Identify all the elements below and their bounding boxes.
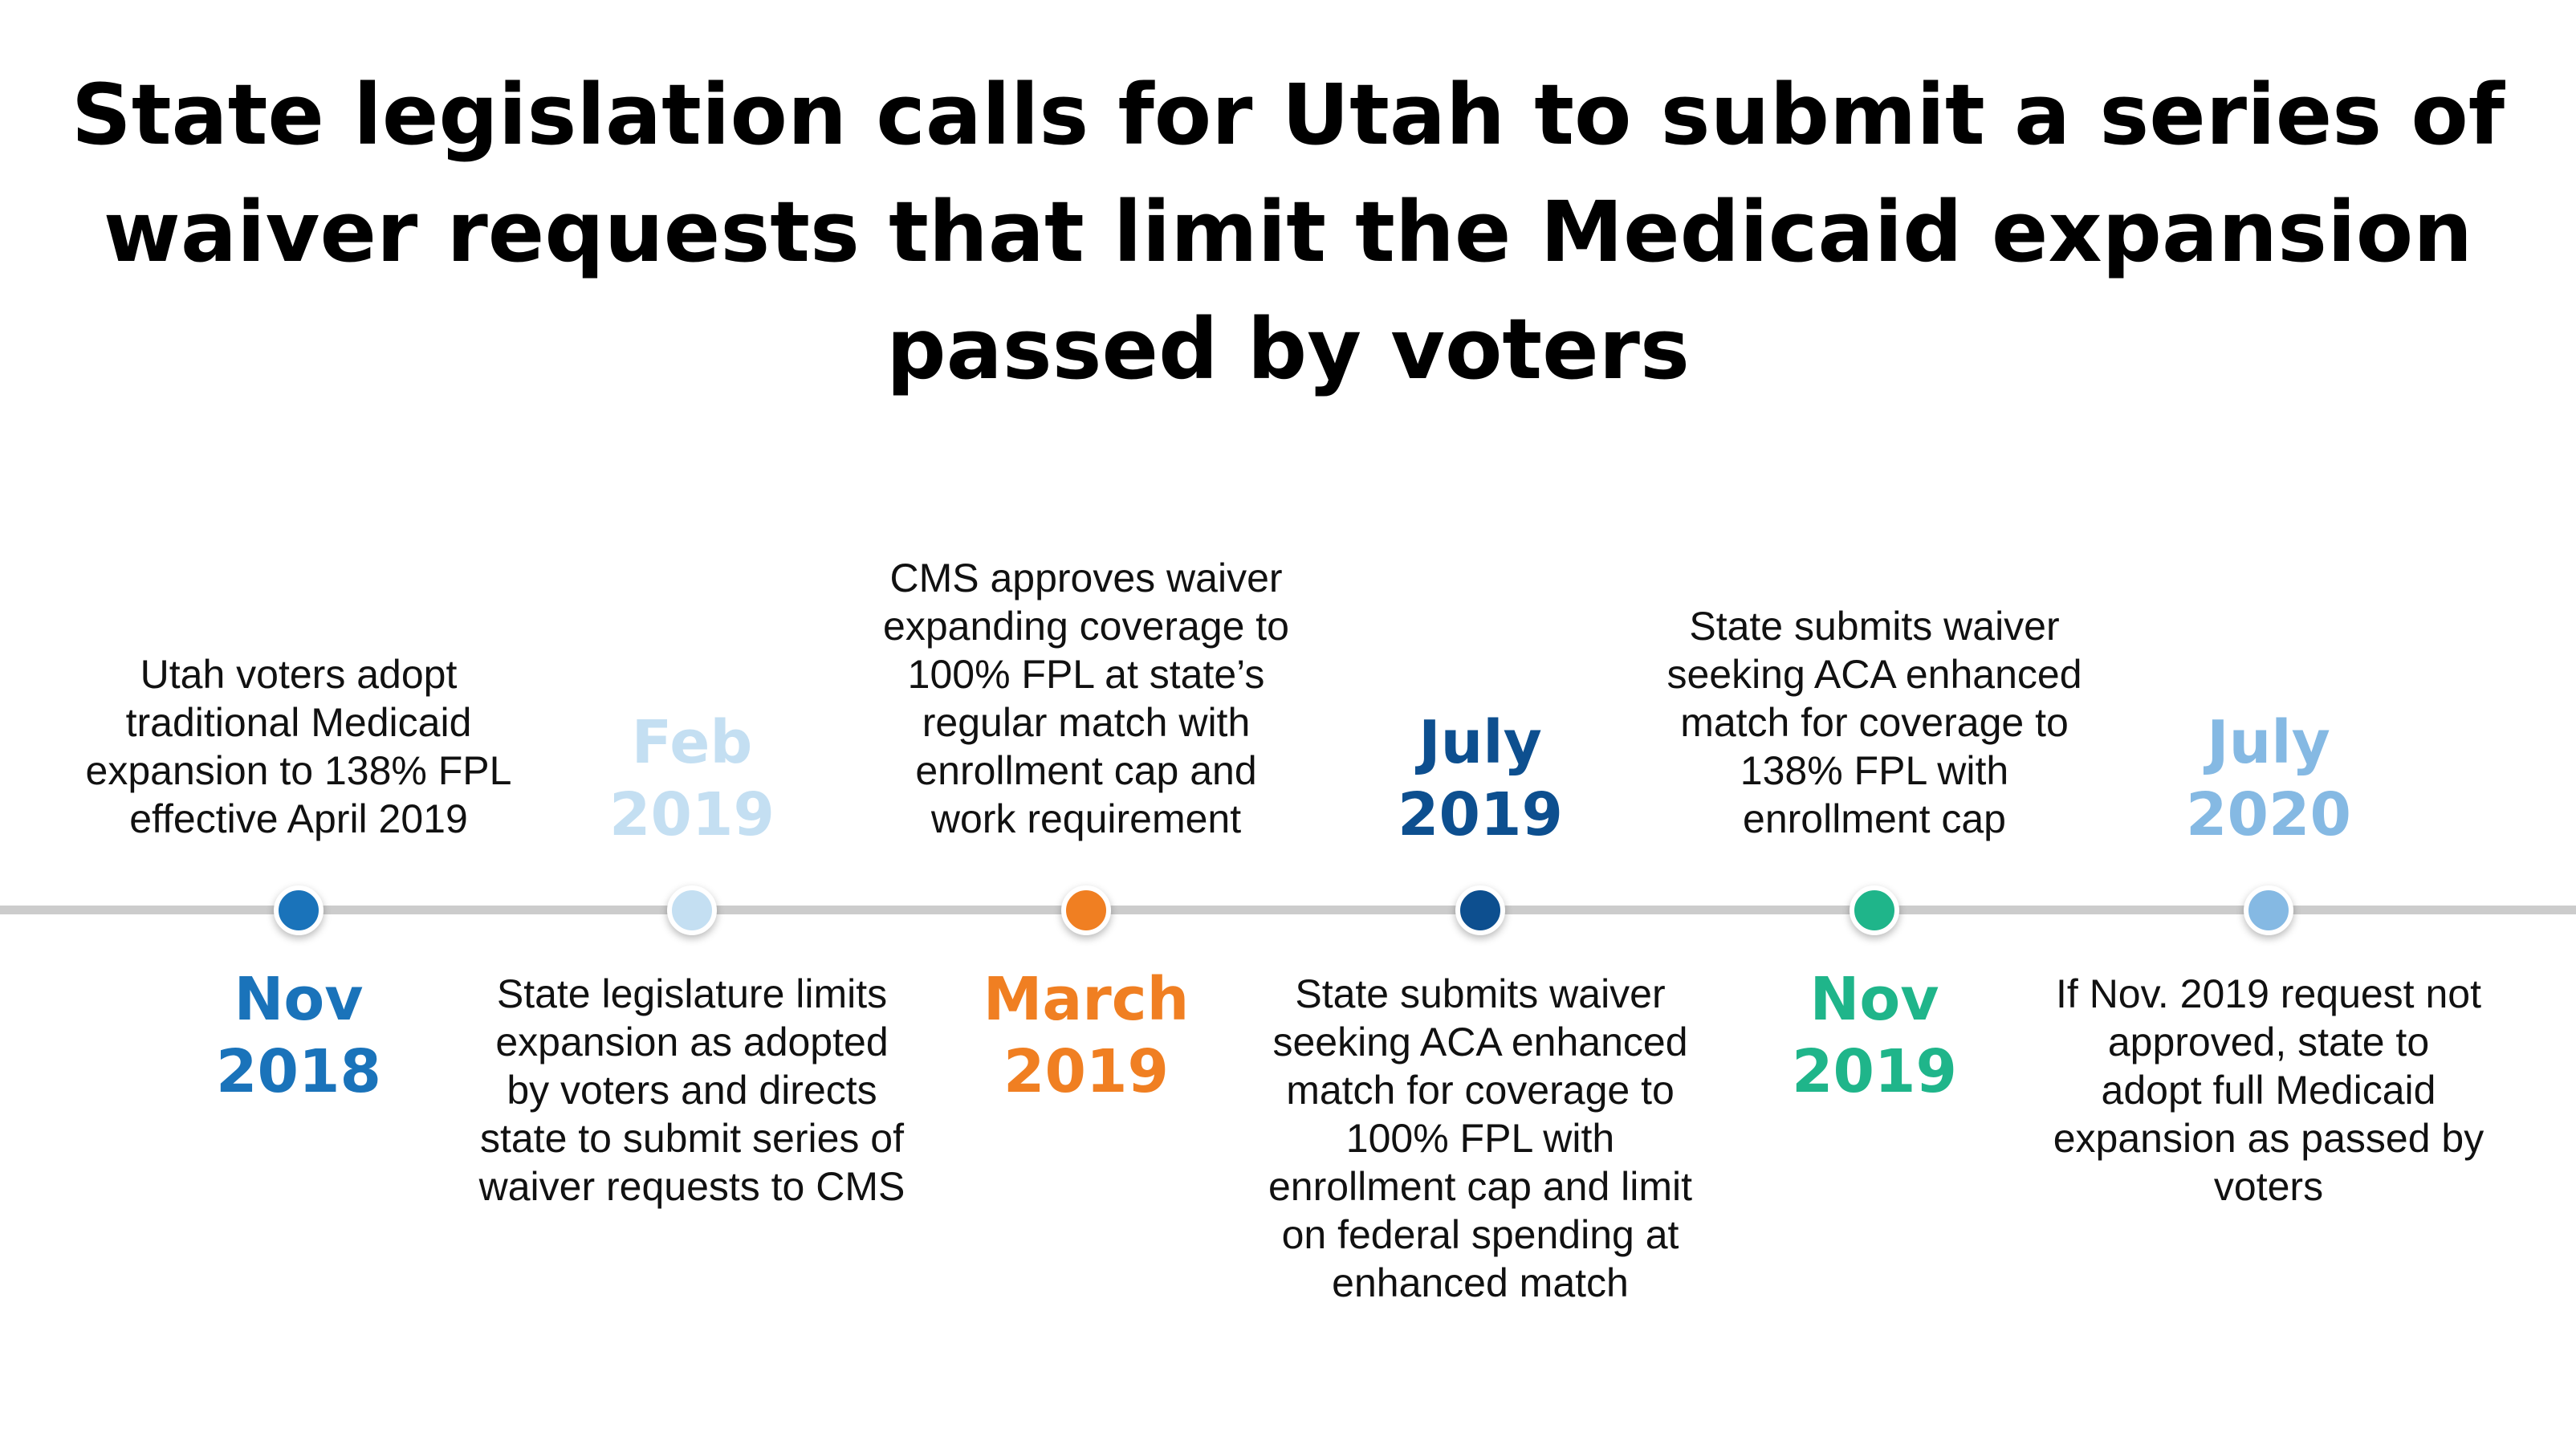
event-description [435, 970, 949, 1211]
event-description-line: work requirement [930, 796, 1242, 841]
event-description-line: 100% FPL with [1345, 1116, 1615, 1161]
event-description-line: match for coverage to [1286, 1068, 1675, 1113]
event-date [1730, 963, 2019, 1108]
event-description-line: 100% FPL at state’s [907, 652, 1265, 697]
event-description-line: match for coverage to [1680, 700, 2069, 745]
timeline-marker [1061, 885, 1111, 935]
event-description-line: adopt full Medicaid [2101, 1068, 2436, 1113]
event-date-line: 2019 [609, 780, 775, 849]
event-date [1336, 706, 1625, 851]
event-description-line: enrollment cap [1743, 796, 2006, 841]
event-description-line: voters [2213, 1164, 2324, 1209]
event-description-line: expansion as adopted [495, 1020, 889, 1064]
event-description-line: enrollment cap and limit [1268, 1164, 1693, 1209]
event-description-line: If Nov. 2019 request not [2056, 971, 2481, 1016]
event-date [2124, 706, 2413, 851]
event-date-line: Nov [1809, 965, 1939, 1034]
event-description [2012, 970, 2525, 1211]
event-description [42, 650, 555, 843]
timeline-marker [274, 885, 324, 935]
event-description-line: approved, state to [2107, 1020, 2430, 1064]
event-description-line: State legislature limits [496, 971, 888, 1016]
event-date-line: Nov [234, 965, 364, 1034]
event-description-line: State submits waiver [1295, 971, 1666, 1016]
event-description-line: state to submit series of [479, 1116, 904, 1161]
event-description-line: expansion to 138% FPL [85, 748, 512, 793]
title-line: waiver requests that limit the Medicaid expansion [103, 183, 2473, 281]
event-description-line: Utah voters adopt [140, 652, 458, 697]
event-description-line: enrollment cap and [915, 748, 1257, 793]
event-date-line: 2018 [216, 1037, 381, 1106]
event-description-line: traditional Medicaid [125, 700, 472, 745]
event-date-line: July [1418, 708, 1542, 777]
event-date [154, 963, 443, 1108]
timeline-marker [2244, 885, 2293, 935]
title-line: passed by voters [886, 300, 1690, 398]
event-description-line: seeking ACA enhanced [1666, 652, 2082, 697]
event-description-line: expansion as passed by [2053, 1116, 2484, 1161]
event-description [829, 554, 1343, 843]
event-description-line: CMS approves waiver [889, 556, 1283, 600]
event-date-line: March [983, 965, 1190, 1034]
event-description [1618, 602, 2131, 843]
event-description-line: effective April 2019 [129, 796, 468, 841]
event-description-line: 138% FPL with [1740, 748, 2009, 793]
chart-title [0, 56, 2576, 408]
event-description-line: expanding coverage to [883, 604, 1289, 649]
event-date-line: 2019 [1398, 780, 1563, 849]
event-description-line: by voters and directs [507, 1068, 877, 1113]
timeline-marker [667, 885, 717, 935]
event-date-line: Feb [631, 708, 753, 777]
event-description-line: seeking ACA enhanced [1272, 1020, 1688, 1064]
event-description [1223, 970, 1737, 1307]
event-date [547, 706, 836, 851]
event-description-line: regular match with [922, 700, 1251, 745]
event-description-line: enhanced match [1332, 1260, 1629, 1305]
timeline-marker [1850, 885, 1899, 935]
event-date-line: 2020 [2186, 780, 2351, 849]
event-description-line: on federal spending at [1281, 1212, 1679, 1257]
event-date-line: 2019 [1003, 1037, 1169, 1106]
timeline-marker [1455, 885, 1505, 935]
timeline-axis [0, 906, 2576, 914]
event-description-line: waiver requests to CMS [478, 1164, 905, 1209]
event-date-line: July [2207, 708, 2330, 777]
event-description-line: State submits waiver [1689, 604, 2060, 649]
title-line: State legislation calls for Utah to submit a series of [71, 66, 2505, 164]
event-date [942, 963, 1231, 1108]
event-date-line: 2019 [1792, 1037, 1957, 1106]
